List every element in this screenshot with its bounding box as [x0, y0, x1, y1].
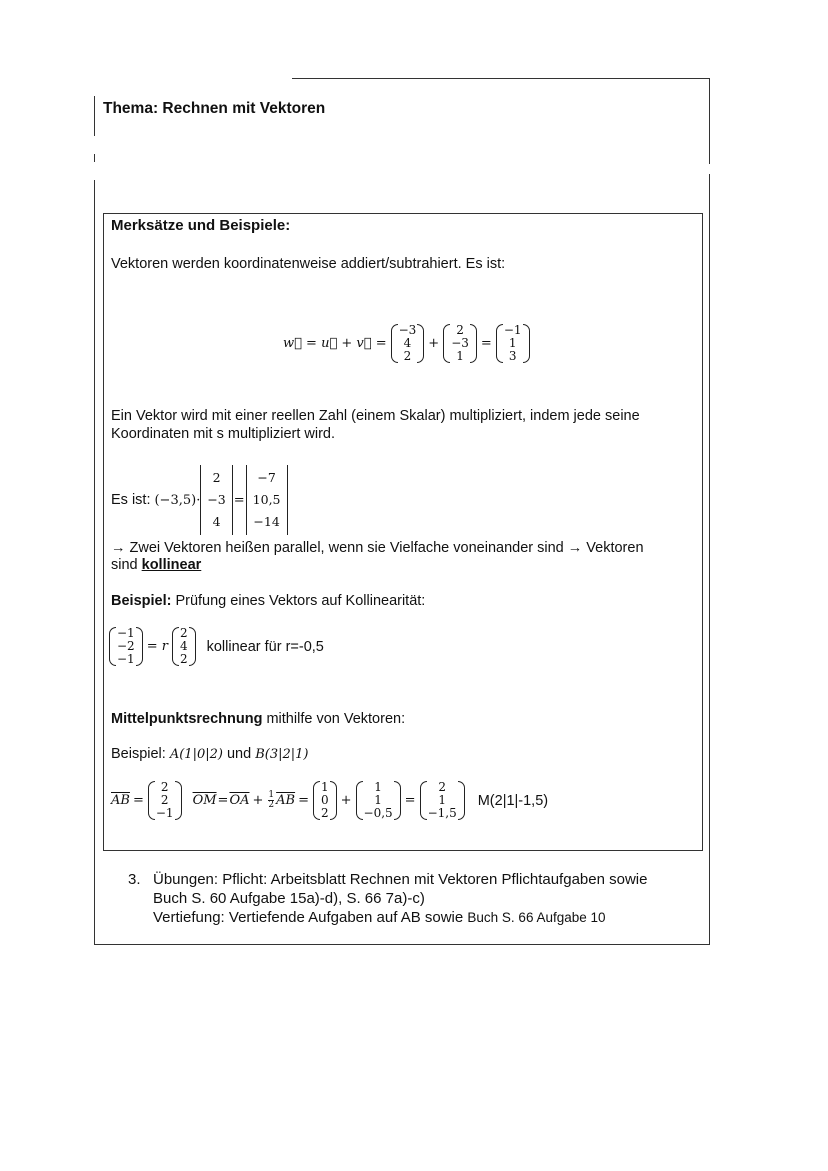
example-label: Beispiel: [111, 593, 172, 609]
scalar-text-line-2: Koordinaten mit s multipliziert wird. [111, 426, 336, 442]
vector-w-z: 3 [508, 349, 517, 363]
vector-half-ab-z: −0,5 [363, 806, 393, 820]
eq3-a-z: −1 [117, 652, 135, 666]
eq3-vector-a [108, 627, 144, 666]
exercise-line-3-book: Buch S. 66 Aufgabe 10 [467, 910, 606, 925]
right-border-top [709, 78, 710, 164]
left-border-main [94, 180, 95, 944]
vector-ab-y: 2 [160, 793, 169, 807]
vector-ab-x: 2 [160, 780, 169, 794]
eq2-result-y: 10,5 [252, 492, 281, 507]
vector-oa-x: 1 [320, 780, 329, 794]
point-b: B(3|2|1) [255, 747, 309, 762]
eq4-equals-1: = [132, 793, 144, 808]
parallel-text-line-1: → Zwei Vektoren heißen parallel, wenn sie Vielfache voneinander sind → Vektoren [111, 540, 644, 556]
eq4-equals-4: = [404, 793, 416, 808]
example-text: Prüfung eines Vektors auf Kollinearität: [171, 593, 426, 609]
vector-u [390, 324, 426, 363]
vector-v-z: 1 [456, 349, 464, 363]
eq3-mid: = r [146, 639, 168, 654]
vector-u-z: 2 [403, 349, 412, 363]
oa-label: $\overline{OA}$ [229, 793, 250, 808]
midpoint-example-prefix: Beispiel: [111, 746, 170, 762]
box-heading: Merksätze und Beispiele: [111, 217, 291, 234]
right-border-main [709, 174, 710, 944]
midpoint-and: und [222, 746, 256, 762]
eq3-b-z: 2 [179, 652, 188, 666]
half-fraction [268, 791, 274, 810]
eq1-lhs: w⃗ = u⃗ + v⃗ = [283, 336, 387, 351]
ab-label: $\overline{AB}$ [111, 793, 130, 808]
eq3-b-y: 4 [179, 639, 188, 653]
exercise-number: 3. [128, 871, 141, 888]
equals-sign: = [480, 336, 492, 351]
vector-ab [147, 781, 183, 820]
intro-add-text: Vektoren werden koordinatenweise addiert/subtrahiert. Es ist: [111, 256, 506, 272]
point-a: A(1|0|2) [169, 747, 223, 762]
eq2-result-x: −7 [257, 470, 276, 485]
vector-w-result [495, 324, 531, 363]
page-title: Thema: Rechnen mit Vektoren [103, 100, 326, 117]
collinear-note: kollinear für r=-0,5 [206, 638, 324, 655]
eq3-a-x: −1 [117, 626, 135, 640]
eq3-b-x: 2 [179, 626, 188, 640]
equation-addition [283, 324, 531, 363]
parallel-text-line-2 [111, 557, 201, 573]
vector-v-y: −3 [451, 336, 469, 350]
example-line [111, 593, 425, 609]
eq4-plus-2: + [340, 793, 352, 808]
eq3-a-y: −2 [117, 639, 135, 653]
midpoint-heading [111, 711, 405, 727]
vector-half-ab-x: 1 [374, 780, 382, 794]
equation-scalar [111, 465, 288, 535]
bottom-border [94, 944, 710, 945]
vector-om-y: 1 [438, 793, 446, 807]
eq4-equals-2: = [217, 793, 229, 808]
eq4-equals-3: = [298, 793, 309, 808]
eq2-vector-z: 4 [212, 514, 221, 529]
vector-half-ab-y: 1 [374, 793, 382, 807]
vector-oa-z: 2 [320, 806, 329, 820]
exercise-line-1: Übungen: Pflicht: Arbeitsblatt Rechnen mit Vektoren Pflichtaufgaben sowie [153, 871, 648, 888]
left-tick [94, 154, 95, 162]
vector-u-x: −3 [398, 323, 417, 337]
vector-w-x: −1 [503, 323, 522, 337]
eq2-vector [200, 465, 232, 535]
eq2-factor: (−3,5)· [154, 492, 201, 508]
vector-half-ab [355, 781, 402, 820]
vector-v [442, 324, 478, 363]
left-border-top [94, 96, 95, 136]
vector-w-y: 1 [508, 336, 517, 350]
eq2-vector-y: −3 [207, 492, 226, 507]
equation-collinear [108, 627, 324, 666]
scalar-text-line-1: Ein Vektor wird mit einer reellen Zahl (einem Skalar) multipliziert, indem jede seine [111, 408, 640, 424]
vector-om [419, 781, 466, 820]
half-numerator: 1 [268, 790, 275, 800]
kollinear-term: kollinear [141, 557, 202, 573]
midpoint-bold: Mittelpunktsrechnung [111, 711, 263, 727]
exercise-line-3-text: Vertiefung: Vertiefende Aufgaben auf AB sowie [153, 909, 468, 926]
exercise-line-3 [153, 909, 606, 926]
ab-label-2: $\overline{AB}$ [276, 793, 296, 808]
om-label: $\overline{OM}$ [192, 793, 217, 808]
eq2-equals: = [233, 492, 245, 508]
vector-om-z: −1,5 [427, 806, 457, 820]
vector-ab-z: −1 [155, 806, 174, 820]
vector-om-x: 2 [438, 780, 446, 794]
vector-oa [312, 781, 338, 820]
midpoint-text: mithilfe von Vektoren: [262, 711, 406, 727]
equation-midpoint [111, 781, 548, 820]
eq2-vector-x: 2 [212, 470, 221, 485]
eq4-plus-1: + [252, 793, 264, 808]
eq2-result [246, 465, 288, 535]
exercise-line-2: Buch S. 60 Aufgabe 15a)-d), S. 66 7a)-c) [153, 890, 425, 907]
eq3-vector-b [171, 627, 197, 666]
half-denominator: 2 [268, 800, 275, 810]
midpoint-example [111, 746, 308, 762]
eq2-label: Es ist: [111, 492, 151, 508]
plus-sign: + [428, 336, 440, 351]
parallel-prefix: sind [111, 557, 142, 573]
top-border [292, 78, 710, 79]
eq2-result-z: −14 [253, 514, 280, 529]
vector-oa-y: 0 [320, 793, 329, 807]
midpoint-result: M(2|1|-1,5) [477, 792, 549, 809]
vector-v-x: 2 [456, 323, 464, 337]
vector-u-y: 4 [403, 336, 412, 350]
